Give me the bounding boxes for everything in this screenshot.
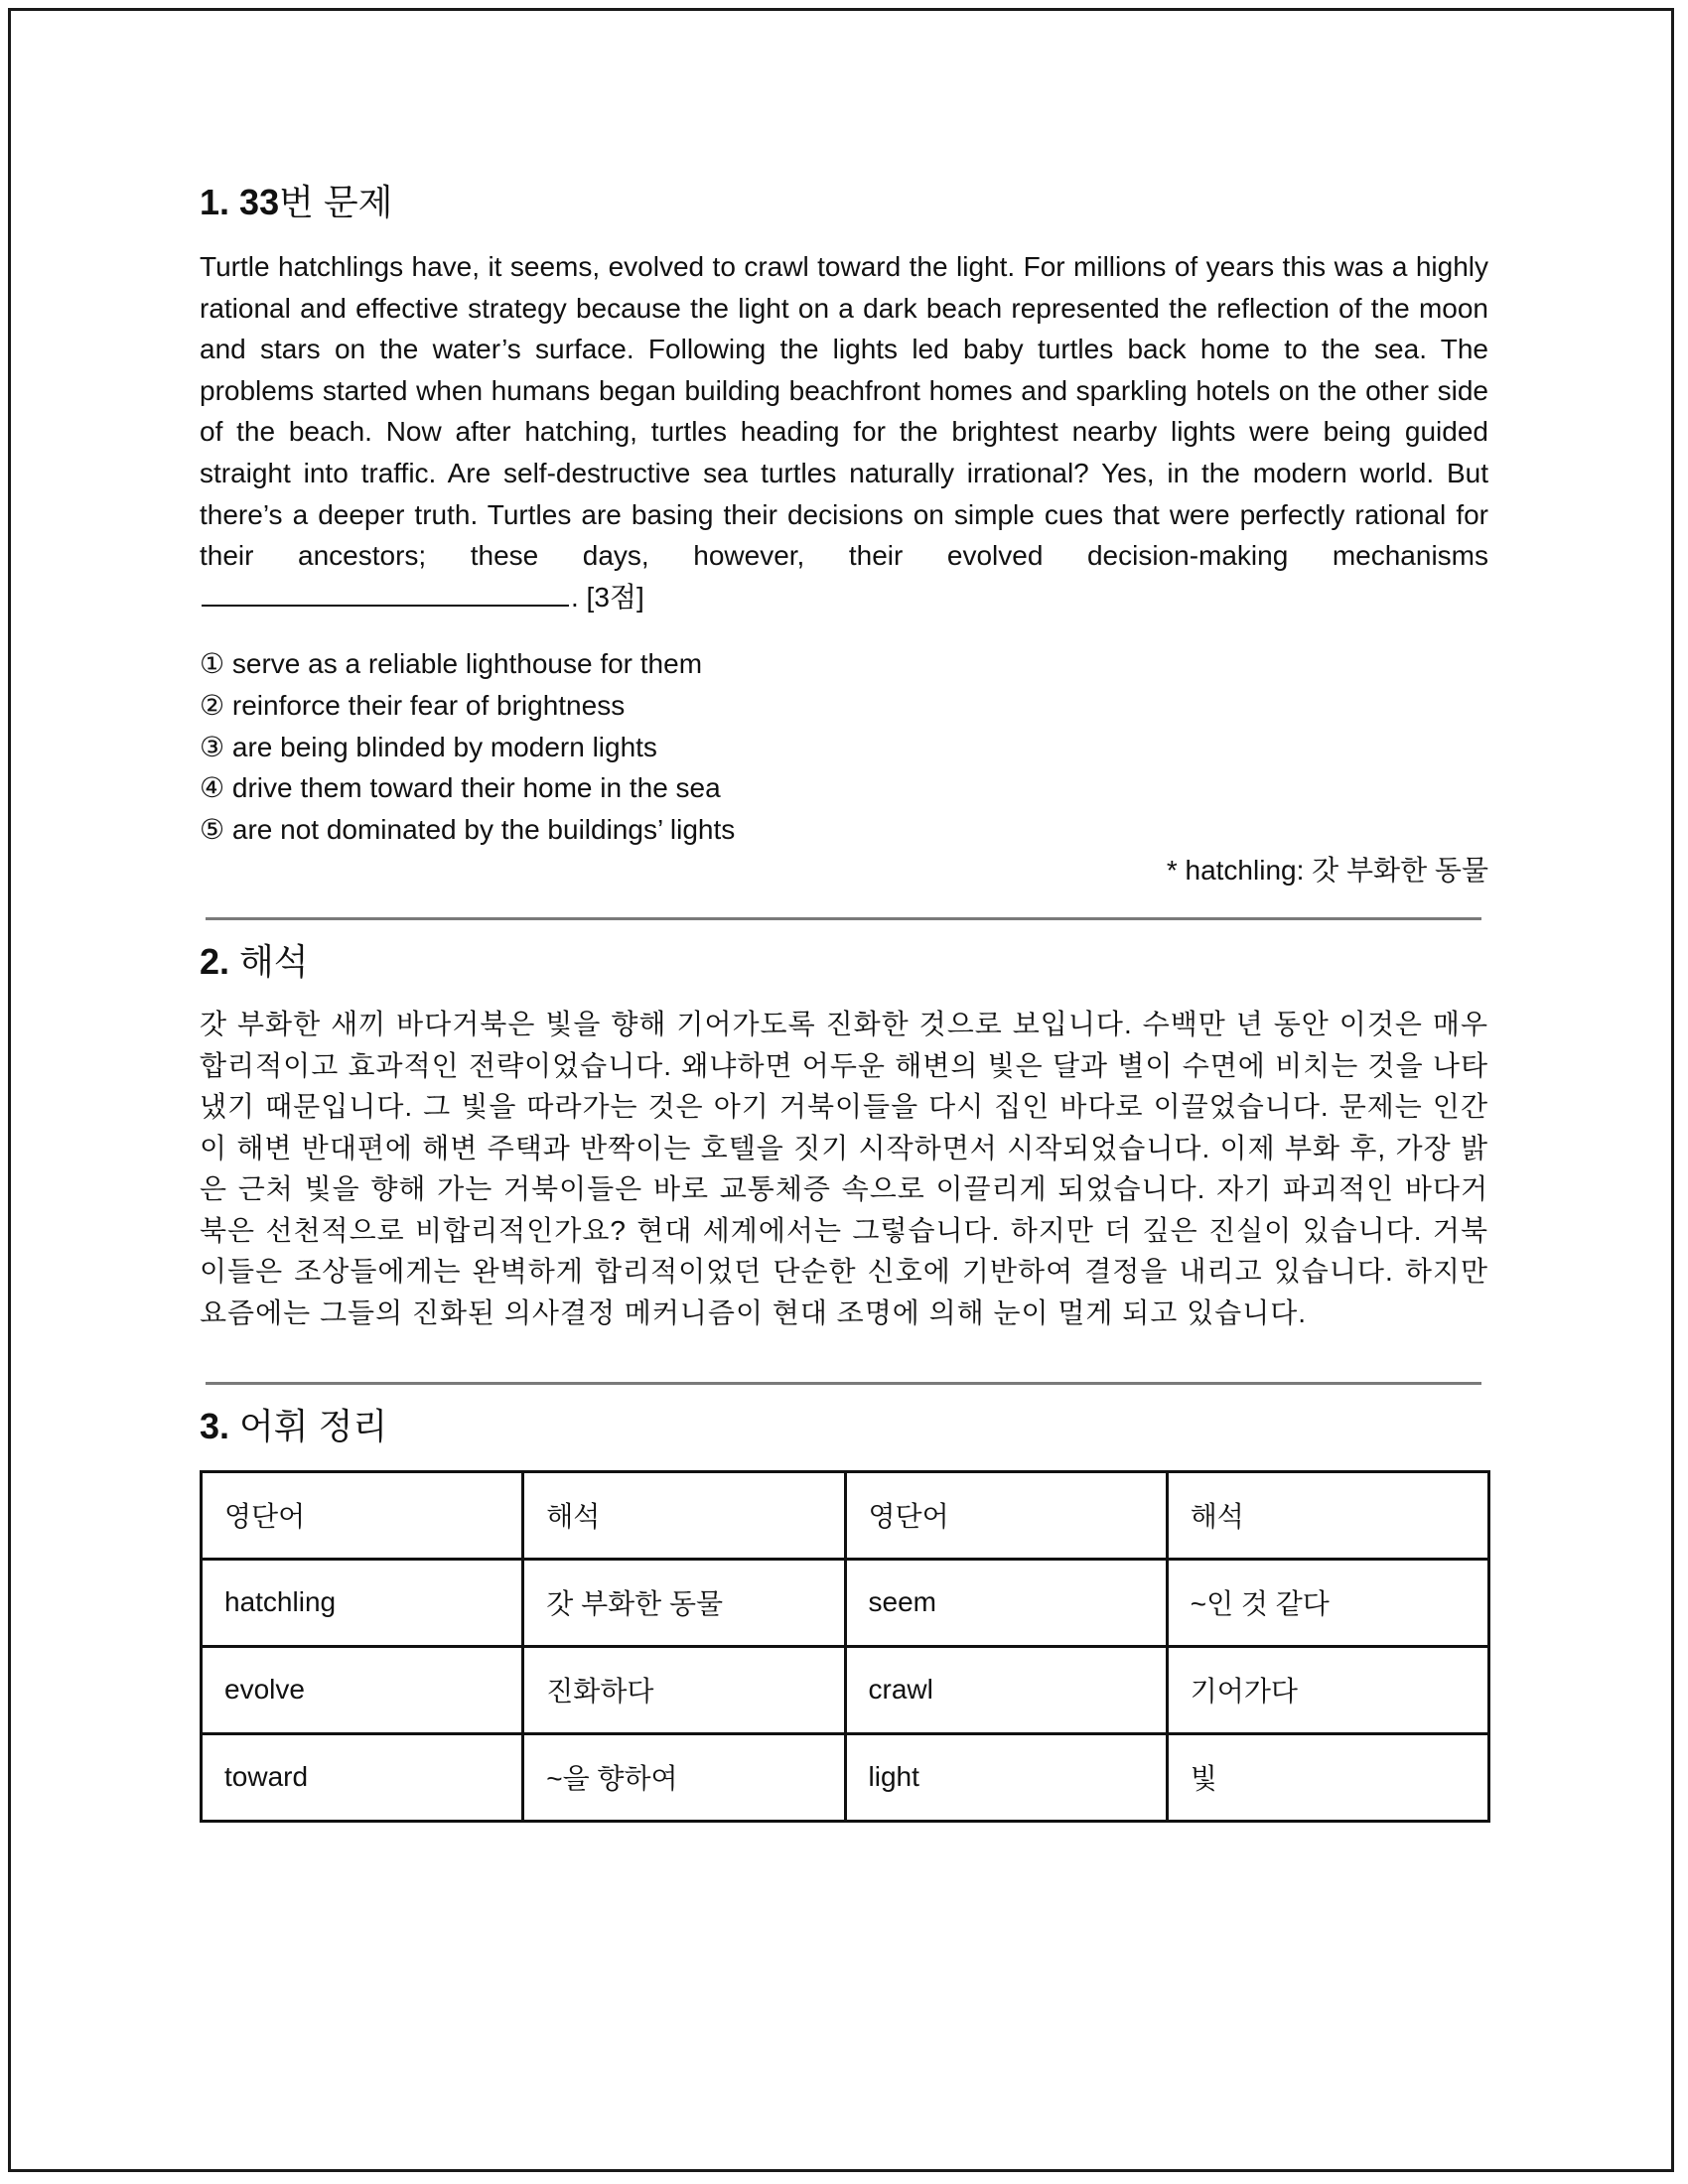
header-cell: 해석 [523, 1471, 845, 1559]
section-divider [206, 1382, 1481, 1385]
reading-passage [200, 246, 1488, 617]
answer-blank [202, 577, 569, 607]
table-row [202, 1646, 1489, 1733]
footnote: * hatchling: 갓 부화한 동물 [1166, 855, 1488, 887]
worksheet-content [200, 179, 1488, 1823]
table-cell: crawl [845, 1646, 1167, 1733]
table-cell: seem [845, 1559, 1167, 1646]
choice-3: ③ are being blinded by modern lights [200, 731, 657, 762]
vocabulary-table [200, 1470, 1490, 1823]
section-1-heading [200, 179, 1488, 226]
translation-text: 갓 부화한 새끼 바다거북은 빛을 향해 기어가도록 진화한 것으로 보입니다. 수백만 년 동안 이것은 매우 합리적이고 효과적인 전략이었습니다. 왜냐하면 어두운 해변의 빛은 달과 별이 수면에 비치는 것을 나타냈기 때문입니다. 그 빛을 따라가는 것은 아기 거북이들을 다시 집인 바다로 이끌었습니다. 문제는 인간이 해변 반대편에 해변 주택과 반짝이는 호텔을 짓기 시작하면서 시작되었습니다. 이제 부화 후, 가장 밝은 근처 빛을 향해 가는 거북이들은 바로 교통체증 속으로 이끌리게 되었습니다. 자기 파괴적인 바다거북은 선천적으로 비합리적인가요? 현대 세계에서는 그렇습니다. 하지만 더 깊은 진실이 있습니다. 거북이들은 조상들에게는 완벽하게 합리적이었던 단순한 신호에 기반하여 결정을 내리고 있습니다. 하지만 요즘에는 그들의 진화된 의사결정 메커니즘이 현대 조명에 의해 눈이 멀게 되고 있습니다. [200, 1008, 1488, 1329]
section-1-title-number: 33 [239, 182, 280, 222]
section-3-number: 3. [200, 1405, 230, 1446]
table-cell: 갓 부화한 동물 [523, 1559, 845, 1646]
table-cell: 빛 [1167, 1733, 1488, 1821]
section-2-title: 해석 [229, 940, 309, 982]
passage-suffix: . [3점] [571, 581, 644, 613]
section-divider [206, 917, 1481, 920]
table-cell: hatchling [202, 1559, 523, 1646]
choice-4: ④ drive them toward their home in the sea [200, 772, 721, 804]
passage-text: Turtle hatchlings have, it seems, evolved to crawl toward the light. For millions of years this was a highly rational and effective strategy because the light on a dark beach represented the reflection of the moon and stars on the water’s surface. Following the lights led baby turtles back home to the sea. The problems started when humans began building beachfront homes and sparkling hotels on the other side of the beach. Now after hatching, turtles heading for the brightest nearby lights were being guided straight into traffic. Are self-destructive sea turtles naturally irrational? Yes, in the modern world. But there’s a deeper truth. Turtles are basing their decisions on simple cues that were perfectly rational for their ancestors; these days, however, their evolved decision-making mechanisms [200, 251, 1488, 572]
table-cell: toward [202, 1733, 523, 1821]
table-cell: 진화하다 [523, 1646, 845, 1733]
table-cell: evolve [202, 1646, 523, 1733]
header-cell: 해석 [1167, 1471, 1488, 1559]
header-cell: 영단어 [845, 1471, 1167, 1559]
header-cell: 영단어 [202, 1471, 523, 1559]
table-header-row [202, 1471, 1489, 1559]
section-1-title: 번 문제 [279, 182, 393, 222]
section-2-heading [200, 938, 1488, 986]
section-3-heading [200, 1403, 1488, 1450]
section-3-title: 어휘 정리 [229, 1405, 388, 1446]
section-1-number: 1. [200, 182, 230, 222]
table-row [202, 1733, 1489, 1821]
table-cell: ~을 향하여 [523, 1733, 845, 1821]
table-cell: light [845, 1733, 1167, 1821]
answer-choices [200, 643, 1488, 850]
table-row [202, 1559, 1489, 1646]
table-cell: ~인 것 같다 [1167, 1559, 1488, 1646]
table-cell: 기어가다 [1167, 1646, 1488, 1733]
choice-1: ① serve as a reliable lighthouse for them [200, 648, 703, 680]
section-2-number: 2. [200, 940, 230, 982]
choice-5: ⑤ are not dominated by the buildings’ lights [200, 813, 736, 845]
choice-2: ② reinforce their fear of brightness [200, 689, 626, 721]
